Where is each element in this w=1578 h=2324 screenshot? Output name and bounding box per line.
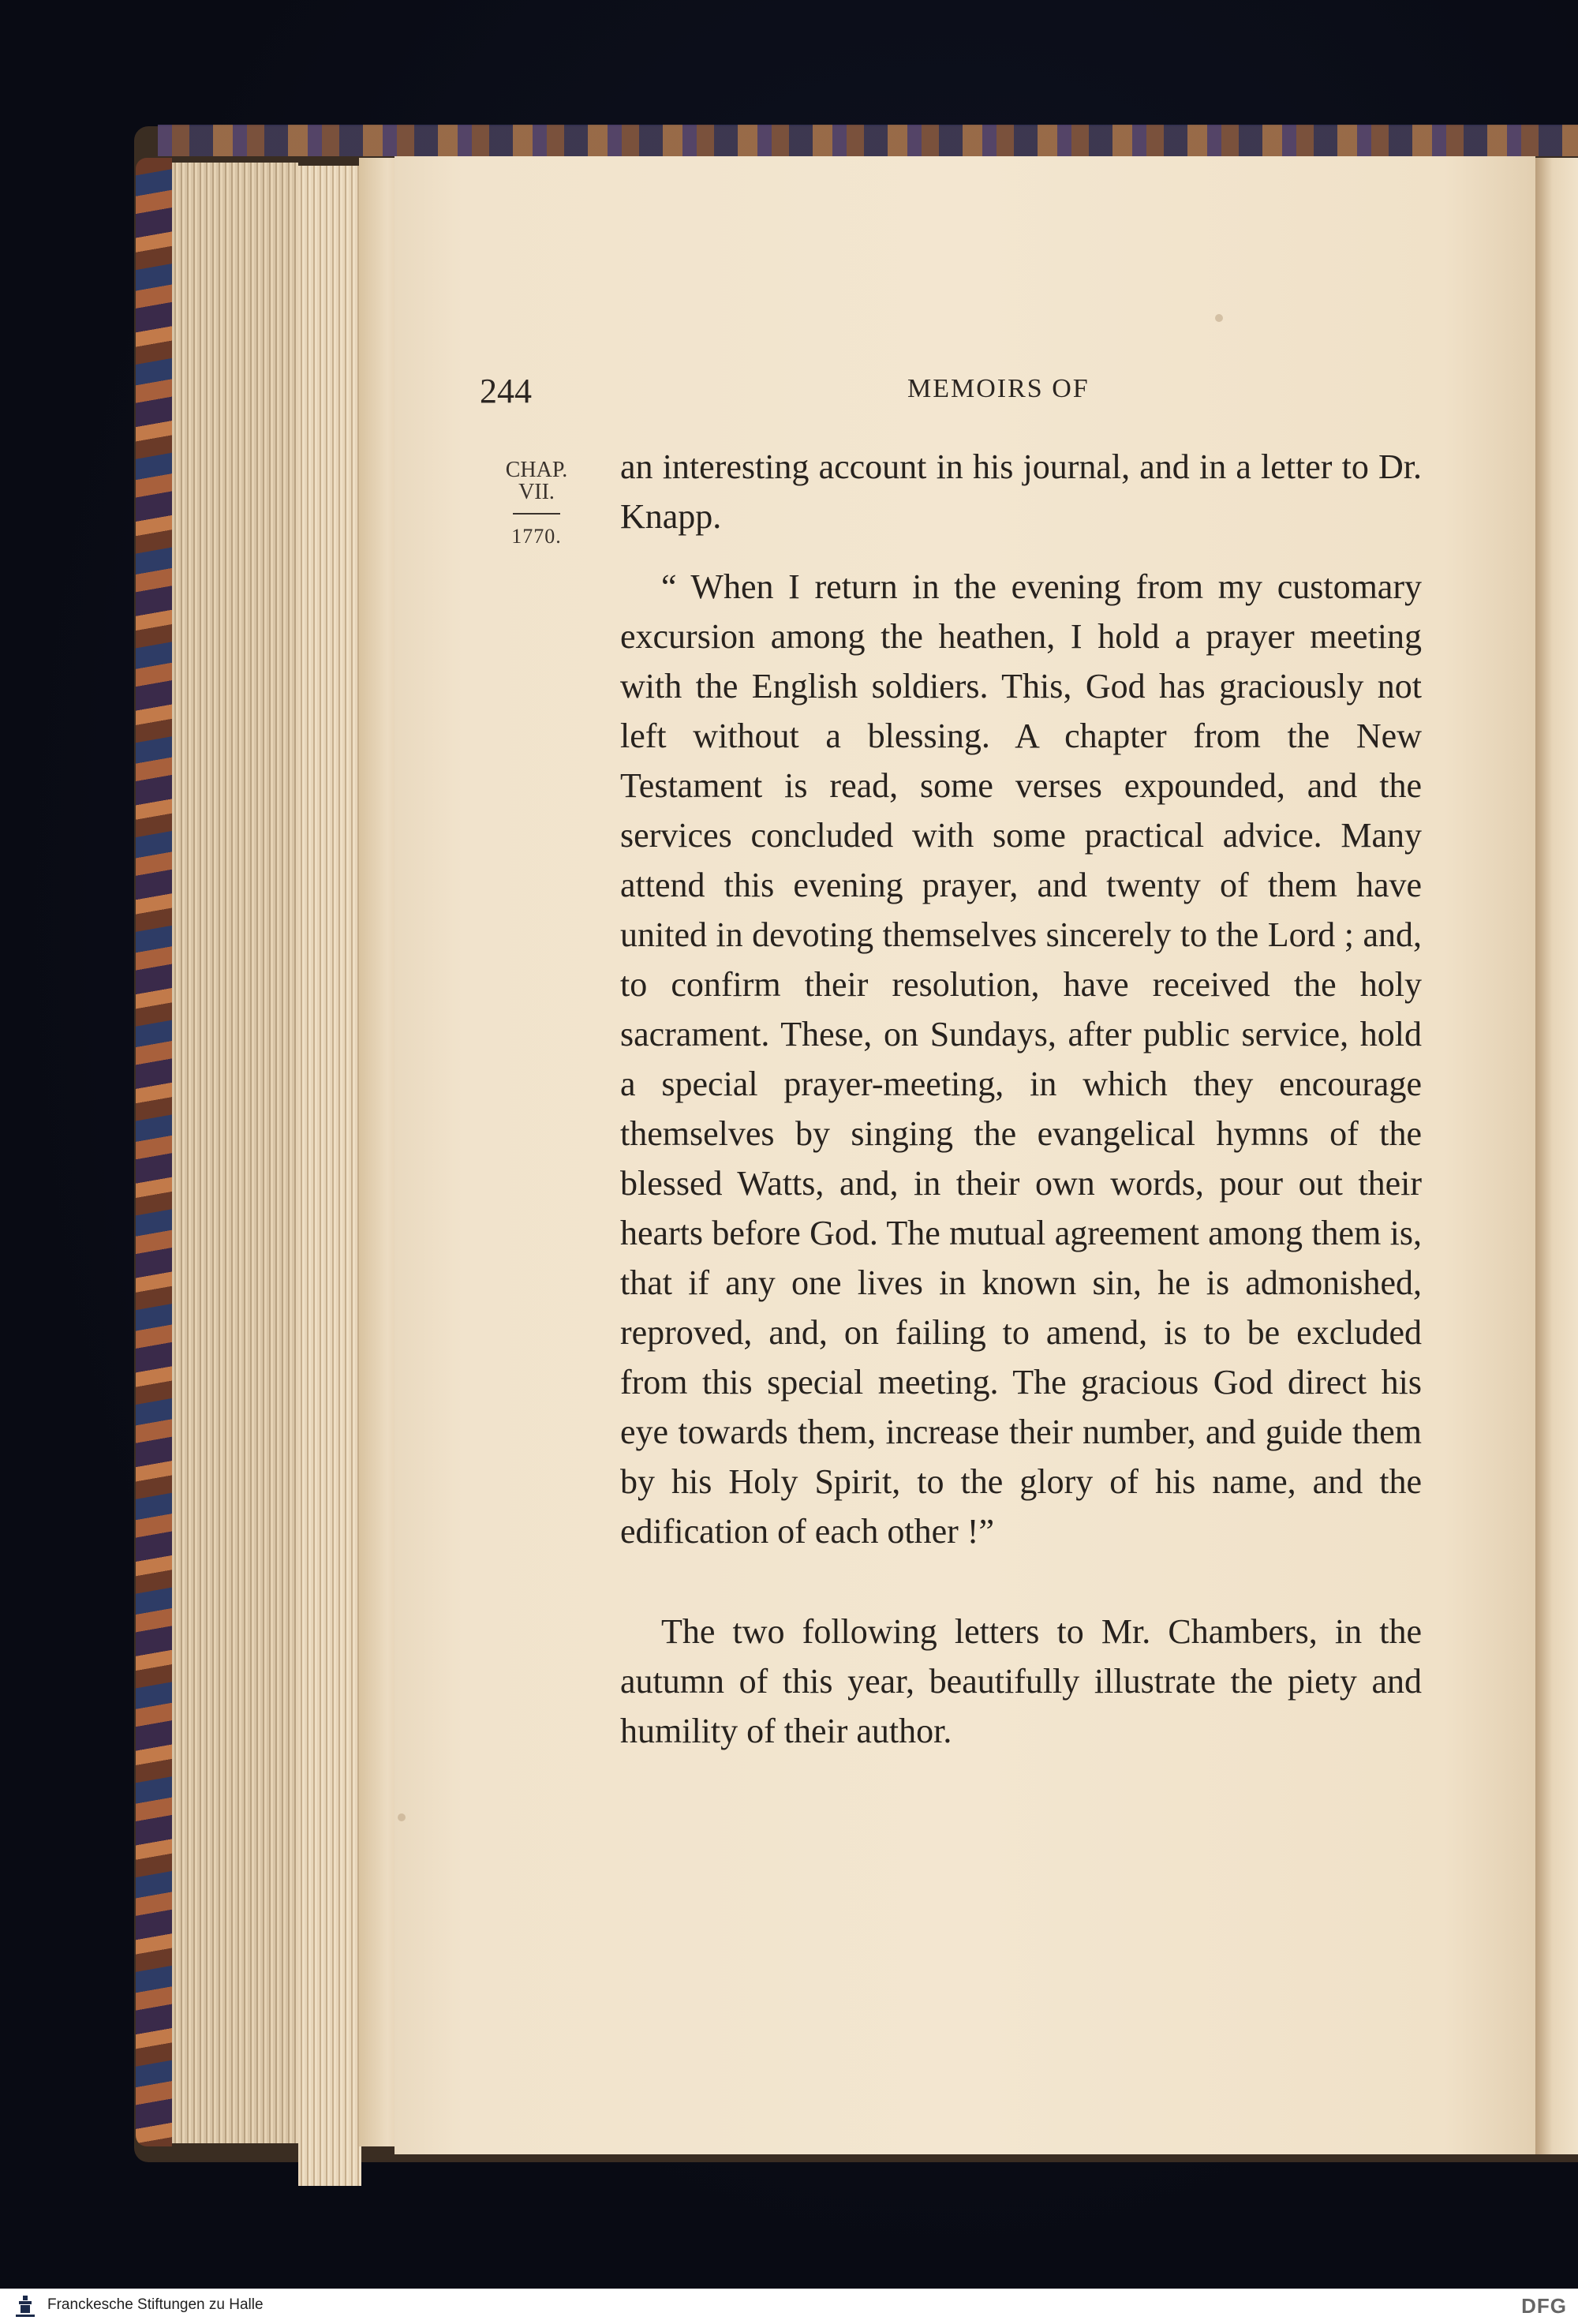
page-stack-edges-inner — [298, 166, 361, 2186]
margin-chapter: CHAP. — [505, 458, 568, 482]
cover-top-edge — [158, 125, 1578, 156]
margin-rule — [513, 513, 560, 515]
paragraph: The two following letters to Mr. Chambers, in the autumn of this year, beautifully illustrate the piety and humility of their author. — [620, 1612, 1422, 1750]
institution-logo-icon — [11, 2294, 39, 2319]
viewer-footer — [0, 2288, 1578, 2324]
page-number: 244 — [480, 372, 532, 410]
dfg-logo: DFG — [1521, 2294, 1567, 2318]
paper-spot — [398, 1813, 406, 1821]
institution-name: Franckesche Stiftungen zu Halle — [47, 2296, 264, 2313]
running-head: MEMOIRS OF — [907, 374, 1090, 403]
paragraph: an interesting account in his journal, and in a letter to Dr. Knapp. — [620, 447, 1422, 536]
margin-note — [481, 459, 592, 548]
margin-chapter-number: VII. — [518, 480, 555, 504]
marbled-fore-edge — [136, 158, 172, 2146]
page-gutter — [1535, 158, 1578, 2154]
page-stack-edges — [172, 163, 298, 2143]
body-text — [620, 442, 1422, 1756]
paper-spot — [1215, 314, 1223, 322]
quoted-paragraph: “ When I return in the evening from my customary excursion among the heathen, I hold a prayer meeting with the English soldiers. This, God has graciously not left without a blessing. A chapter from the New Testament is read, some verses expounded, and the services concluded with some practical advice. Many attend this evening prayer, and twenty of them have united in devoting themselves sincerely to the Lord ; and, to confirm their resolution, have received the holy sacrament. These, on Sundays, after public service, hold a special prayer-meeting, in which they encourage themselves by singing the evangelical hymns of the blessed Watts, and, in their own words, pour out their hearts before God. The mutual agreement among them is, that if any one lives in known sin, he is admonished, reproved, and, on failing to amend, is to be excluded from this special meeting. The gracious God direct his eye towards them, increase their number, and guide them by his Holy Spirit, to the glory of his name, and the edification of each other !” — [620, 567, 1422, 1551]
margin-year: 1770. — [511, 525, 562, 548]
